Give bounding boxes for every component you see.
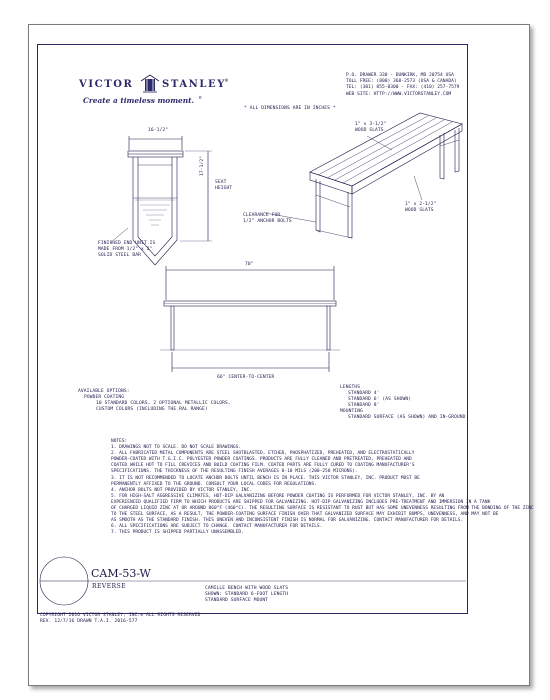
- note-line: PERMANENTLY AFFIXED TO THE GROUND. CONSULT YOUR LOCAL CODES FOR REGULATIONS.: [111, 481, 317, 487]
- description-line: CAMILLE BENCH WITH WOOD SLATS: [205, 586, 289, 591]
- seat-height-value: 17-1/2": [200, 155, 205, 176]
- note-line: SPECIFICATIONS. THE THICKNESS OF THE RESULTING FINISH AVERAGES 8-10 MILS (200-250 MICRONS).: [111, 469, 358, 475]
- notes-title: NOTES:: [111, 439, 128, 444]
- address-line: P.O. DRAWER 330 - DUNKIRK, MD 20754 USA: [346, 73, 454, 78]
- registered-mark: ®: [225, 78, 229, 84]
- wood-slats-top-label: [355, 122, 387, 134]
- seat-height-label: HEIGHT: [215, 186, 233, 191]
- lengths-block: [340, 385, 466, 421]
- dimensions-note: * ALL DIMENSIONS ARE IN INCHES *: [244, 106, 336, 111]
- note-line: 5. FOR HIGH-SALT AGGRESSIVE CLIMATES, HOT-DIP GALVANIZING BEFORE POWDER COATING IS PERFORMED FOR VICTOR STANLEY, INC. BY AN: [111, 493, 445, 499]
- end-unit-note-line: MADE FROM 1/2" x 2": [98, 247, 153, 252]
- wood-slats-size: 1" x 2-1/2": [405, 202, 437, 207]
- end-unit-note-line: FINISHED END UNIT IS: [98, 241, 156, 246]
- length-item: STANDARD 4': [348, 391, 380, 396]
- mounting-item: STANDARD SURFACE (AS SHOWN) AND IN-GROUND: [348, 415, 466, 420]
- overall-length-label: 70": [245, 262, 254, 267]
- brand-name-right: STANLEY: [162, 79, 227, 90]
- description-line: SHOWN: STANDARD 6-FOOT LENGTH: [205, 592, 289, 597]
- model-reverse: REVERSE: [92, 583, 127, 590]
- end-unit-note: [98, 241, 155, 259]
- note-line: 4. ANCHOR BOLTS NOT PROVIDED BY VICTOR STANLEY, INC.: [111, 487, 252, 493]
- address-line: WEB SITE: HTTP://WWW.VICTORSTANLEY.COM: [346, 91, 452, 97]
- brand-name-left: VICTOR: [79, 79, 134, 90]
- note-line: 3. IT IS NOT RECOMMENDED TO LOCATE ANCHOR BOLTS UNTIL BENCH IS IN PLACE. THIS VICTOR STANLEY, INC. PRODUCT MUST BE: [111, 475, 420, 481]
- option-custom-colors: CUSTOM COLORS (INCLUDING THE RAL RANGE): [96, 407, 208, 412]
- tagline: Create a timeless moment.: [83, 96, 195, 105]
- description-line: STANDARD SURFACE MOUNT: [205, 598, 269, 603]
- note-line: COATED WHILE HOT TO FILL CREVICES AND BUILD COATING FILM. COATED PARTS ARE FULLY CURED TO COATING MANUFACTURER'S: [111, 463, 415, 469]
- note-line: POWDER-COATED WITH T.G.I.C. POLYESTER POWDER COATINGS. PRODUCTS ARE FULLY CLEANED AND PRETREATED, PREHEATED AND: [111, 457, 412, 463]
- tagline-mark: ®: [199, 95, 202, 100]
- note-line: 7. THIS PRODUCT IS SHIPPED PARTIALLY UNASSEMBLED.: [111, 530, 244, 536]
- address-line: TEL: (301) 855-8300 · FAX: (410) 257-7579: [346, 85, 460, 91]
- option-powder-coating: POWDER COATING: [84, 395, 125, 400]
- address-line: TOLL FREE: (800) 368-2573 (USA & CANADA): [346, 79, 457, 85]
- logo-emblem-icon: [141, 75, 159, 92]
- end-width-label: 16-1/2": [148, 128, 169, 133]
- note-line: 6. ALL SPECIFICATIONS ARE SUBJECT TO CHANGE. CONTACT MANUFACTURER FOR DETAILS.: [111, 524, 323, 530]
- clearance-note: [243, 213, 292, 225]
- note-line: TO THE STEEL SURFACE, AS A RESULT, THE POWDER-COATING SURFACE FINISH OVER THAT GALVANIZED SURFACE MAY EXHIBIT BUMPS, UNEVENNESS, AND MAY NOT BE: [111, 512, 499, 518]
- lengths-title: LENGTHS: [340, 385, 361, 390]
- seat-height-label: SEAT: [215, 180, 227, 185]
- note-line: OF CHARGED LIQUID ZINC AT OR AROUND 860°F (460°C). THE RESULTING SURFACE IS RESISTANT TO RUST BUT HAS SOME UNEVENNESS RESULTING FROM THE BONDING OF THE ZINC: [111, 506, 534, 512]
- length-item: STANDARD 8': [348, 403, 380, 408]
- address-block: [346, 73, 459, 98]
- notes-block: [111, 439, 534, 537]
- copyright: COPYRIGHT 2016 VICTOR STANLEY, INC.® ALL RIGHTS RESERVED: [40, 613, 201, 618]
- clearance-note-line: CLEARANCE FOR: [243, 213, 281, 218]
- note-line: 2. ALL FABRICATED METAL COMPONENTS ARE STEEL SHOTBLASTED, ETCHED, PHOSPHATIZED, PREHEATED, AND ELECTROSTATICALLY: [111, 451, 415, 457]
- model-number: CAM-53-W: [91, 567, 151, 580]
- product-description: [205, 586, 288, 604]
- wood-slats-text: WOOD SLATS: [405, 208, 434, 213]
- note-line: 1. DRAWINGS NOT TO SCALE. DO NOT SCALE DRAWINGS.: [111, 445, 242, 451]
- length-item: STANDARD 6' (AS SHOWN): [348, 397, 412, 402]
- wood-slats-text: WOOD SLATS: [355, 128, 384, 133]
- mounting-title: MOUNTING: [340, 409, 363, 414]
- options-title: AVAILABLE OPTIONS:: [78, 389, 130, 394]
- note-line: AS SMOOTH AS THE STANDARD FINISH. THIS UNEVEN AND INCONSISTENT FINISH IS NORMAL FOR GALVANIZING. CONTACT MANUFACTURER FOR DETAILS.: [111, 518, 464, 524]
- center-to-center-label: 66" CENTER-TO-CENTER: [217, 375, 275, 380]
- revision: REV. 12/7/16 DRAWN T.A.I. 2016-577: [40, 619, 138, 624]
- wood-slats-side-label: [405, 202, 437, 214]
- option-colors: 10 STANDARD COLORS, 2 OPTIONAL METALLIC COLORS,: [96, 401, 231, 406]
- end-unit-note-line: SOLID STEEL BAR: [98, 253, 141, 258]
- front-view-drawing: [160, 266, 340, 372]
- note-line: EXPERIENCED QUALIFIED FIRM TO WHICH PRODUCTS ARE SHIPPED FOR GALVANIZING. HOT-DIP GALVANIZING INCLUDES PRE-TREATMENT AND IMMERSION IN A TANK: [111, 499, 491, 505]
- clearance-note-line: 1/2" ANCHOR BOLTS: [243, 219, 292, 224]
- wood-slats-size: 1" x 3-1/2": [355, 122, 387, 127]
- options-block: [78, 389, 231, 413]
